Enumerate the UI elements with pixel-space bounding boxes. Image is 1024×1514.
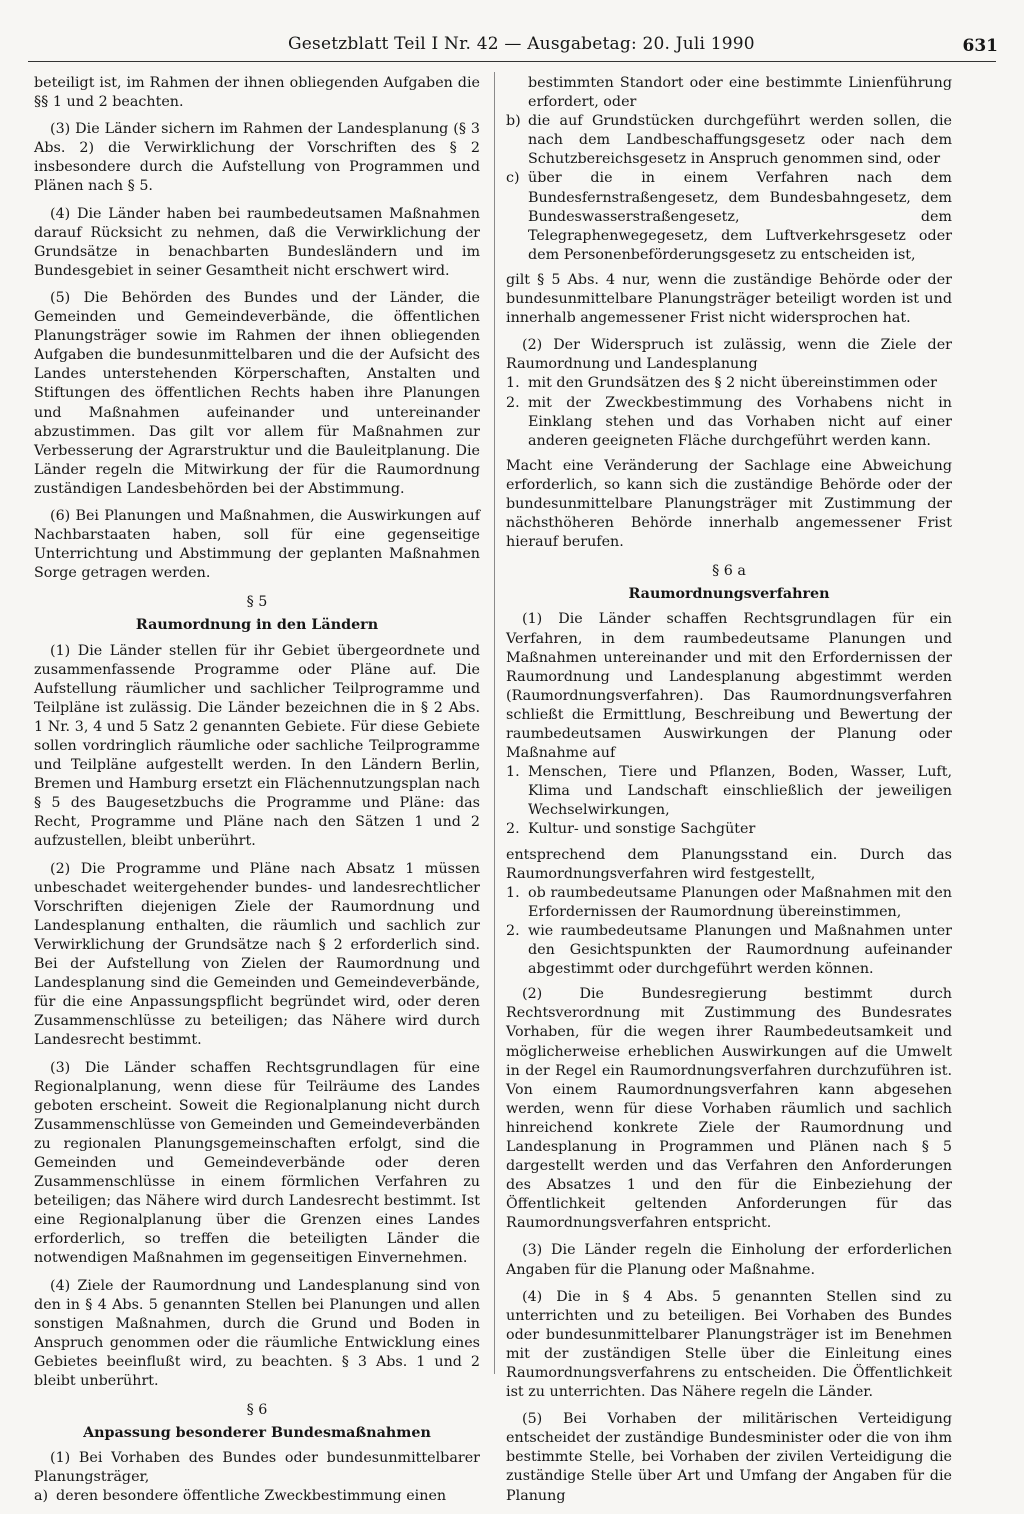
paragraph: entsprechend dem Planungsstand ein. Durch das Raumordnungsverfahren wird festgestellt,	[506, 846, 952, 882]
page-header	[0, 28, 1024, 58]
paragraph: (4) Die Länder haben bei raumbedeutsamen Maßnahmen darauf Rücksicht zu nehmen, daß die Verwirklichung der Grundsätze in benachbarten Bundesländern und im Bundesgebiet in seiner Gesamtheit nicht erschwert wird.	[34, 205, 480, 279]
list-item-text: Menschen, Tiere und Pflanzen, Boden, Wasser, Luft, Klima und Landschaft einschließlich der jeweiligen Wechselwirkungen,	[528, 764, 952, 819]
list-item	[506, 374, 952, 393]
gazette-title: Gesetzblatt Teil I Nr. 42 — Ausgabetag: 20. Juli 1990	[288, 34, 755, 54]
right-column	[506, 74, 952, 1514]
list-item-text: Kultur- und sonstige Sachgüter	[528, 821, 756, 838]
list-item-text: über die in einem Verfahren nach dem Bundesfernstraßengesetz, dem Bundesbahngesetz, dem Bundeswasserstraßengesetz, dem Telegraphenwegegesetz, dem Luftverkehrsgesetz oder dem Personenbeförderungsgesetz zu entscheiden ist,	[528, 170, 952, 263]
section-number: § 6	[246, 1402, 268, 1419]
paragraph: (2) Der Widerspruch ist zulässig, wenn die Ziele der Raumordnung und Landesplanung	[506, 337, 952, 373]
paragraph: (5) Die Behörden des Bundes und der Länder, die Gemeinden und Gemeindeverbände, die öffentlichen Planungsträger sowie im Rahmen der ihnen obliegenden Aufgaben die bundesunmittelbaren und die der Aufsicht des Landes unterstehenden Körperschaften, Anstalten und Stiftungen des öffentlichen Rechts haben ihre Planungen und Maßnahmen aufeinander und untereinander abzustimmen. Das gilt vor allem für Maßnahmen zur Verbesserung der Agrarstruktur und die Bauleitplanung. Die Länder regeln die Mitwirkung der für die Raumordnung zuständigen Landesbehörden bei der Abstimmung.	[34, 289, 480, 497]
paragraph: (3) Die Länder regeln die Einholung der erforderlichen Angaben für die Planung oder Maßnahme.	[506, 1242, 952, 1278]
section-number: § 5	[246, 594, 268, 611]
list-marker: 1.	[506, 764, 520, 781]
list-item-text: mit den Grundsätzen des § 2 nicht übereinstimmen oder	[528, 375, 938, 392]
left-column	[34, 74, 480, 1513]
list	[506, 374, 952, 450]
paragraph: gilt § 5 Abs. 4 nur, wenn die zuständige Behörde oder der bundesunmittelbare Planungsträger beteiligt worden ist und innerhalb angemessener Frist nicht widersprochen hat.	[506, 271, 952, 327]
paragraph: (4) Die in § 4 Abs. 5 genannten Stellen sind zu unterrichten und zu beteiligen. Bei Vorhaben des Bundes oder bundesunmittelbarer Planungsträger ist im Benehmen mit der zuständigen Stelle über die Einleitung eines Raumordnungsverfahrens zu entscheiden. Die Öffentlichkeit ist zu unterrichten. Das Nähere regeln die Länder.	[506, 1288, 952, 1401]
list-marker: 2.	[506, 394, 520, 411]
list-item-text: bestimmten Standort oder eine bestimmte Linienführung erfordert, oder	[528, 75, 952, 111]
list-marker: 2.	[506, 821, 520, 838]
section-title: Raumordnung in den Ländern	[135, 617, 379, 634]
list-item	[506, 394, 952, 451]
list-item-text: ob raumbedeutsame Planungen oder Maßnahmen mit den Erfordernissen der Raumordnung übereinstimmen,	[528, 884, 952, 920]
section-title: Anpassung besonderer Bundesmaßnahmen	[83, 1425, 431, 1442]
paragraph: (3) Die Länder schaffen Rechtsgrundlagen für eine Regionalplanung, wenn diese für Teilräume des Landes geboten erscheint. Soweit die Regionalplanung nicht durch Zusammenschlüsse von Gemeinden und Gemeindeverbänden zu regionalen Planungsgemeinschaften erfolgt, sind die Gemeinden und Gemeindeverbände oder deren Zusammenschlüsse in einem förmlichen Verfahren zu beteiligen; das Nähere wird durch Landesrecht bestimmt. Ist eine Regionalplanung über die Grenzen eines Landes erforderlich, so treffen die beteiligten Länder die notwendigen Maßnahmen im gegenseitigen Einvernehmen.	[34, 1059, 480, 1267]
paragraph: (2) Die Programme und Pläne nach Absatz 1 müssen unbeschadet weitergehender bundes- und landesrechtlicher Vorschriften diejenigen Ziele der Raumordnung und Landesplanung enthalten, die räumlich und sachlich zur Verwirklichung der Grundsätze nach § 2 erforderlich sind. Bei der Aufstellung von Zielen der Raumordnung und Landesplanung sind die Gemeinden und Gemeindeverbände, für die eine Anpassungspflicht begründet wird, oder deren Zusammenschlüsse zu beteiligen; das Nähere wird durch Landesrecht bestimmt.	[34, 860, 480, 1049]
list	[34, 1487, 480, 1506]
list-item	[506, 884, 952, 922]
list-item-text: wie raumbedeutsame Planungen und Maßnahmen unter den Gesichtspunkten der Raumordnung aufeinander abgestimmt oder durchgeführt werden können.	[528, 922, 952, 978]
list-marker: 2.	[506, 922, 520, 939]
list	[506, 763, 952, 839]
paragraph: (6) Bei Planungen und Maßnahmen, die Auswirkungen auf Nachbarstaaten haben, soll für eine gegenseitige Unterrichtung und Abstimmung der geplanten Maßnahmen Sorge getragen werden.	[34, 507, 480, 582]
list-marker: 1.	[506, 375, 520, 392]
list-marker: c)	[506, 170, 520, 187]
list-item-text: deren besondere öffentliche Zweckbestimmung einen	[56, 1488, 447, 1505]
list	[506, 74, 952, 265]
list-marker: b)	[506, 113, 521, 130]
list-item	[506, 112, 952, 169]
list-item-text: die auf Grundstücken durchgeführt werden sollen, die nach dem Landbeschaffungsgesetz oder nach dem Schutzbereichsgesetz in Anspruch genommen sind, oder	[528, 113, 952, 168]
page-number: 631	[962, 36, 998, 56]
list-item	[506, 820, 952, 839]
section-title: Raumordnungsverfahren	[628, 586, 830, 603]
list-item	[506, 169, 952, 264]
paragraph: (5) Bei Vorhaben der militärischen Verteidigung entscheidet der zuständige Bundesminister oder die von ihm bestimmte Stelle, bei Vorhaben der zivilen Verteidigung die zuständige Stelle über Art und Umfang der Angaben für die Planung	[506, 1411, 952, 1504]
paragraph: Macht eine Veränderung der Sachlage eine Abweichung erforderlich, so kann sich die zuständige Behörde oder der bundesunmittelbare Planungsträger mit Zustimmung der nächsthöheren Behörde innerhalb angemessener Frist hierauf berufen.	[506, 457, 952, 551]
column-divider	[494, 72, 495, 1374]
section-number: § 6 a	[712, 563, 746, 580]
list-marker: a)	[34, 1488, 49, 1505]
list-item-text: mit der Zweckbestimmung des Vorhabens nicht in Einklang stehen und das Vorhaben nicht auf einer anderen geeigneten Fläche durchgeführt werden kann.	[528, 394, 952, 449]
paragraph: (1) Bei Vorhaben des Bundes oder bundesunmittelbarer Planungsträger,	[34, 1450, 480, 1486]
paragraph: (1) Die Länder schaffen Rechtsgrundlagen für ein Verfahren, in dem raumbedeutsame Planungen und Maßnahmen untereinander und mit den Erfordernissen der Raumordnung und Landesplanung abgestimmt werden (Raumordnungsverfahren). Das Raumordnungsverfahren schließt die Ermittlung, Beschreibung und Bewertung der raumbedeutsamen Auswirkungen der Planung oder Maßnahme auf	[506, 611, 952, 762]
paragraph: (2) Die Bundesregierung bestimmt durch Rechtsverordnung mit Zustimmung des Bundesrates Vorhaben, für die wegen ihrer Raumbedeutsamkeit und möglicherweise erheblichen Auswirkungen auf die Umwelt in der Regel ein Raumordnungsverfahren durchzuführen ist. Von einem Raumordnungsverfahren kann abgesehen werden, wenn für diese Vorhaben räumlich und sachlich hinreichend konkrete Ziele der Raumordnung und Landesplanung in Programmen und Plänen nach § 5 dargestellt werden und das Verfahren den Anforderungen des Absatzes 1 und den für die Einbeziehung der Öffentlichkeit geltenden Anforderungen für das Raumordnungsverfahren entspricht.	[506, 986, 952, 1232]
paragraph: beteiligt ist, im Rahmen der ihnen obliegenden Aufgaben die §§ 1 und 2 beachten.	[34, 75, 480, 111]
paragraph: (3) Die Länder sichern im Rahmen der Landesplanung (§ 3 Abs. 2) die Verwirklichung der Vorschriften des § 2 insbesondere durch die Aufstellung von Programmen und Plänen nach § 5.	[34, 121, 480, 195]
header-rule	[28, 61, 996, 62]
list-item	[506, 922, 952, 979]
list	[506, 884, 952, 979]
list-item	[506, 763, 952, 820]
list-marker: 1.	[506, 884, 520, 901]
paragraph: (1) Die Länder stellen für ihr Gebiet übergeordnete und zusammenfassende Programme oder Pläne auf. Die Aufstellung räumlicher und sachlicher Teilprogramme und Teilpläne ist zulässig. Die Länder bezeichnen die in § 2 Abs. 1 Nr. 3, 4 und 5 Satz 2 genannten Gebiete. Für diese Gebiete sollen vordringlich räumliche oder sachliche Teilprogramme und Teilpläne aufgestellt werden. In den Ländern Berlin, Bremen und Hamburg ersetzt ein Flächennutzungsplan nach § 5 des Baugesetzbuchs die Programme und Pläne: das Recht, Programme und Pläne nach den Sätzen 1 und 2 aufzustellen, bleibt unberührt.	[34, 642, 480, 850]
list-item	[34, 1487, 480, 1506]
list-item	[506, 74, 952, 112]
paragraph: (4) Ziele der Raumordnung und Landesplanung sind von den in § 4 Abs. 5 genannten Stellen bei Planungen und allen sonstigen Maßnahmen, durch die Grund und Boden in Anspruch genommen oder die räumliche Entwicklung eines Gebietes beeinflußt wird, zu beachten. § 3 Abs. 1 und 2 bleibt unberührt.	[34, 1277, 480, 1389]
